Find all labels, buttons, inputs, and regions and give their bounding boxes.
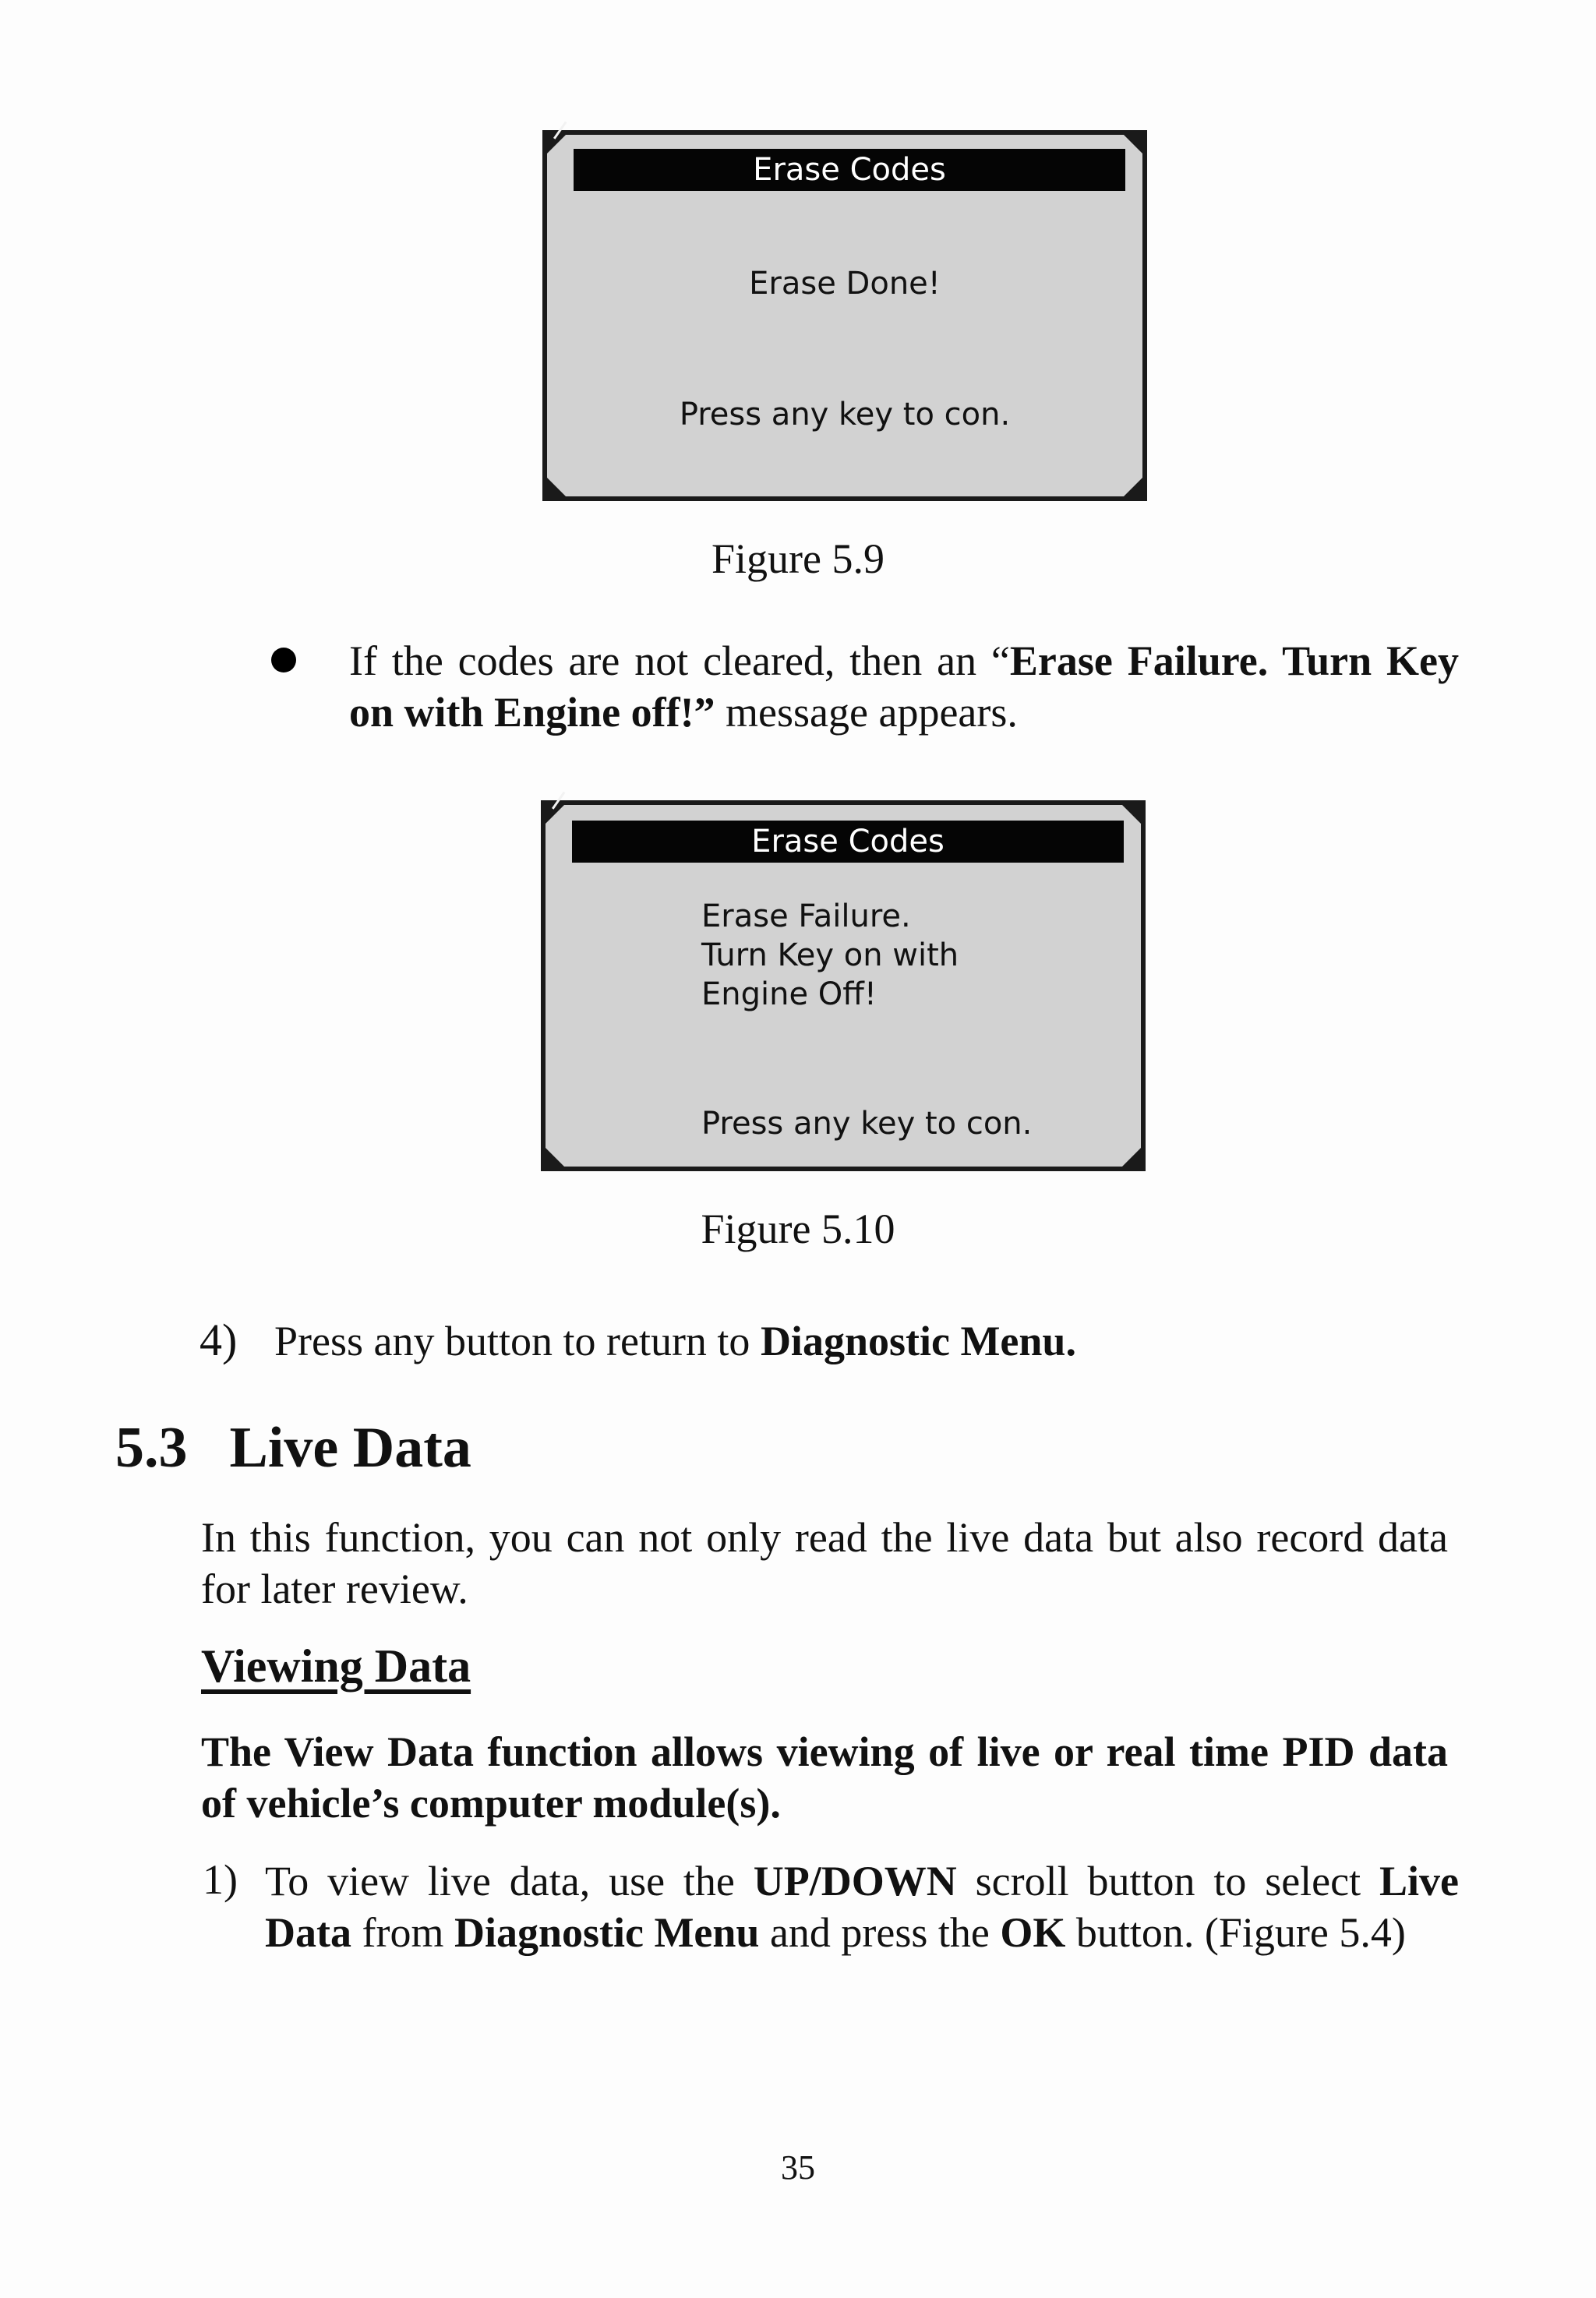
screen-corner: [546, 1148, 564, 1167]
screen-corner: [546, 805, 564, 824]
screen-corner: [547, 478, 566, 496]
screen-title: Erase Codes: [572, 821, 1124, 863]
screen-corner: [1124, 135, 1142, 154]
screen-prompt: Press any key to con.: [701, 1106, 1033, 1142]
section-title: Live Data: [229, 1416, 471, 1480]
screen-title: Erase Codes: [574, 149, 1125, 191]
screen-corner: [1124, 478, 1142, 496]
step-text: To view live data, use the UP/DOWN scroll button to select Live Data from Diagnostic Menu and press the OK button. (Figure 5.4): [265, 1858, 1459, 1956]
bullet-marker: [271, 648, 296, 672]
figure-caption: Figure 5.10: [701, 1205, 895, 1252]
step-number: 1): [203, 1856, 238, 1903]
subsection-lead: The View Data function allows viewing of live or real time PID data of vehicle’s computer module(s).: [201, 1728, 1448, 1827]
screen-prompt: Press any key to con.: [679, 397, 1011, 432]
subsection-heading: Viewing Data: [201, 1640, 471, 1692]
figure-5-10-screen: [541, 800, 1146, 1171]
section-intro: In this function, you can not only read the live data but also record data for later review.: [201, 1514, 1448, 1612]
bullet-paragraph: If the codes are not cleared, then an “Erase Failure. Turn Key on with Engine off!” message appears.: [349, 637, 1459, 736]
step-text: Press any button to return to Diagnostic Menu.: [274, 1318, 1076, 1364]
screen-line: Engine Off!: [701, 976, 877, 1012]
screen-line: Erase Failure.: [701, 898, 911, 934]
step-number: 4): [200, 1315, 238, 1365]
section-heading: [115, 1415, 471, 1481]
screen-corner: [1122, 805, 1141, 824]
figure-5-9-screen: [542, 130, 1147, 501]
screen-line: Turn Key on with: [701, 937, 959, 973]
screen-message: Erase Done!: [749, 266, 941, 302]
figure-caption: Figure 5.9: [711, 535, 885, 582]
screen-corner: [547, 135, 566, 154]
page-number: 35: [781, 2148, 815, 2187]
section-number: 5.3: [115, 1416, 188, 1480]
screen-corner: [1122, 1148, 1141, 1167]
